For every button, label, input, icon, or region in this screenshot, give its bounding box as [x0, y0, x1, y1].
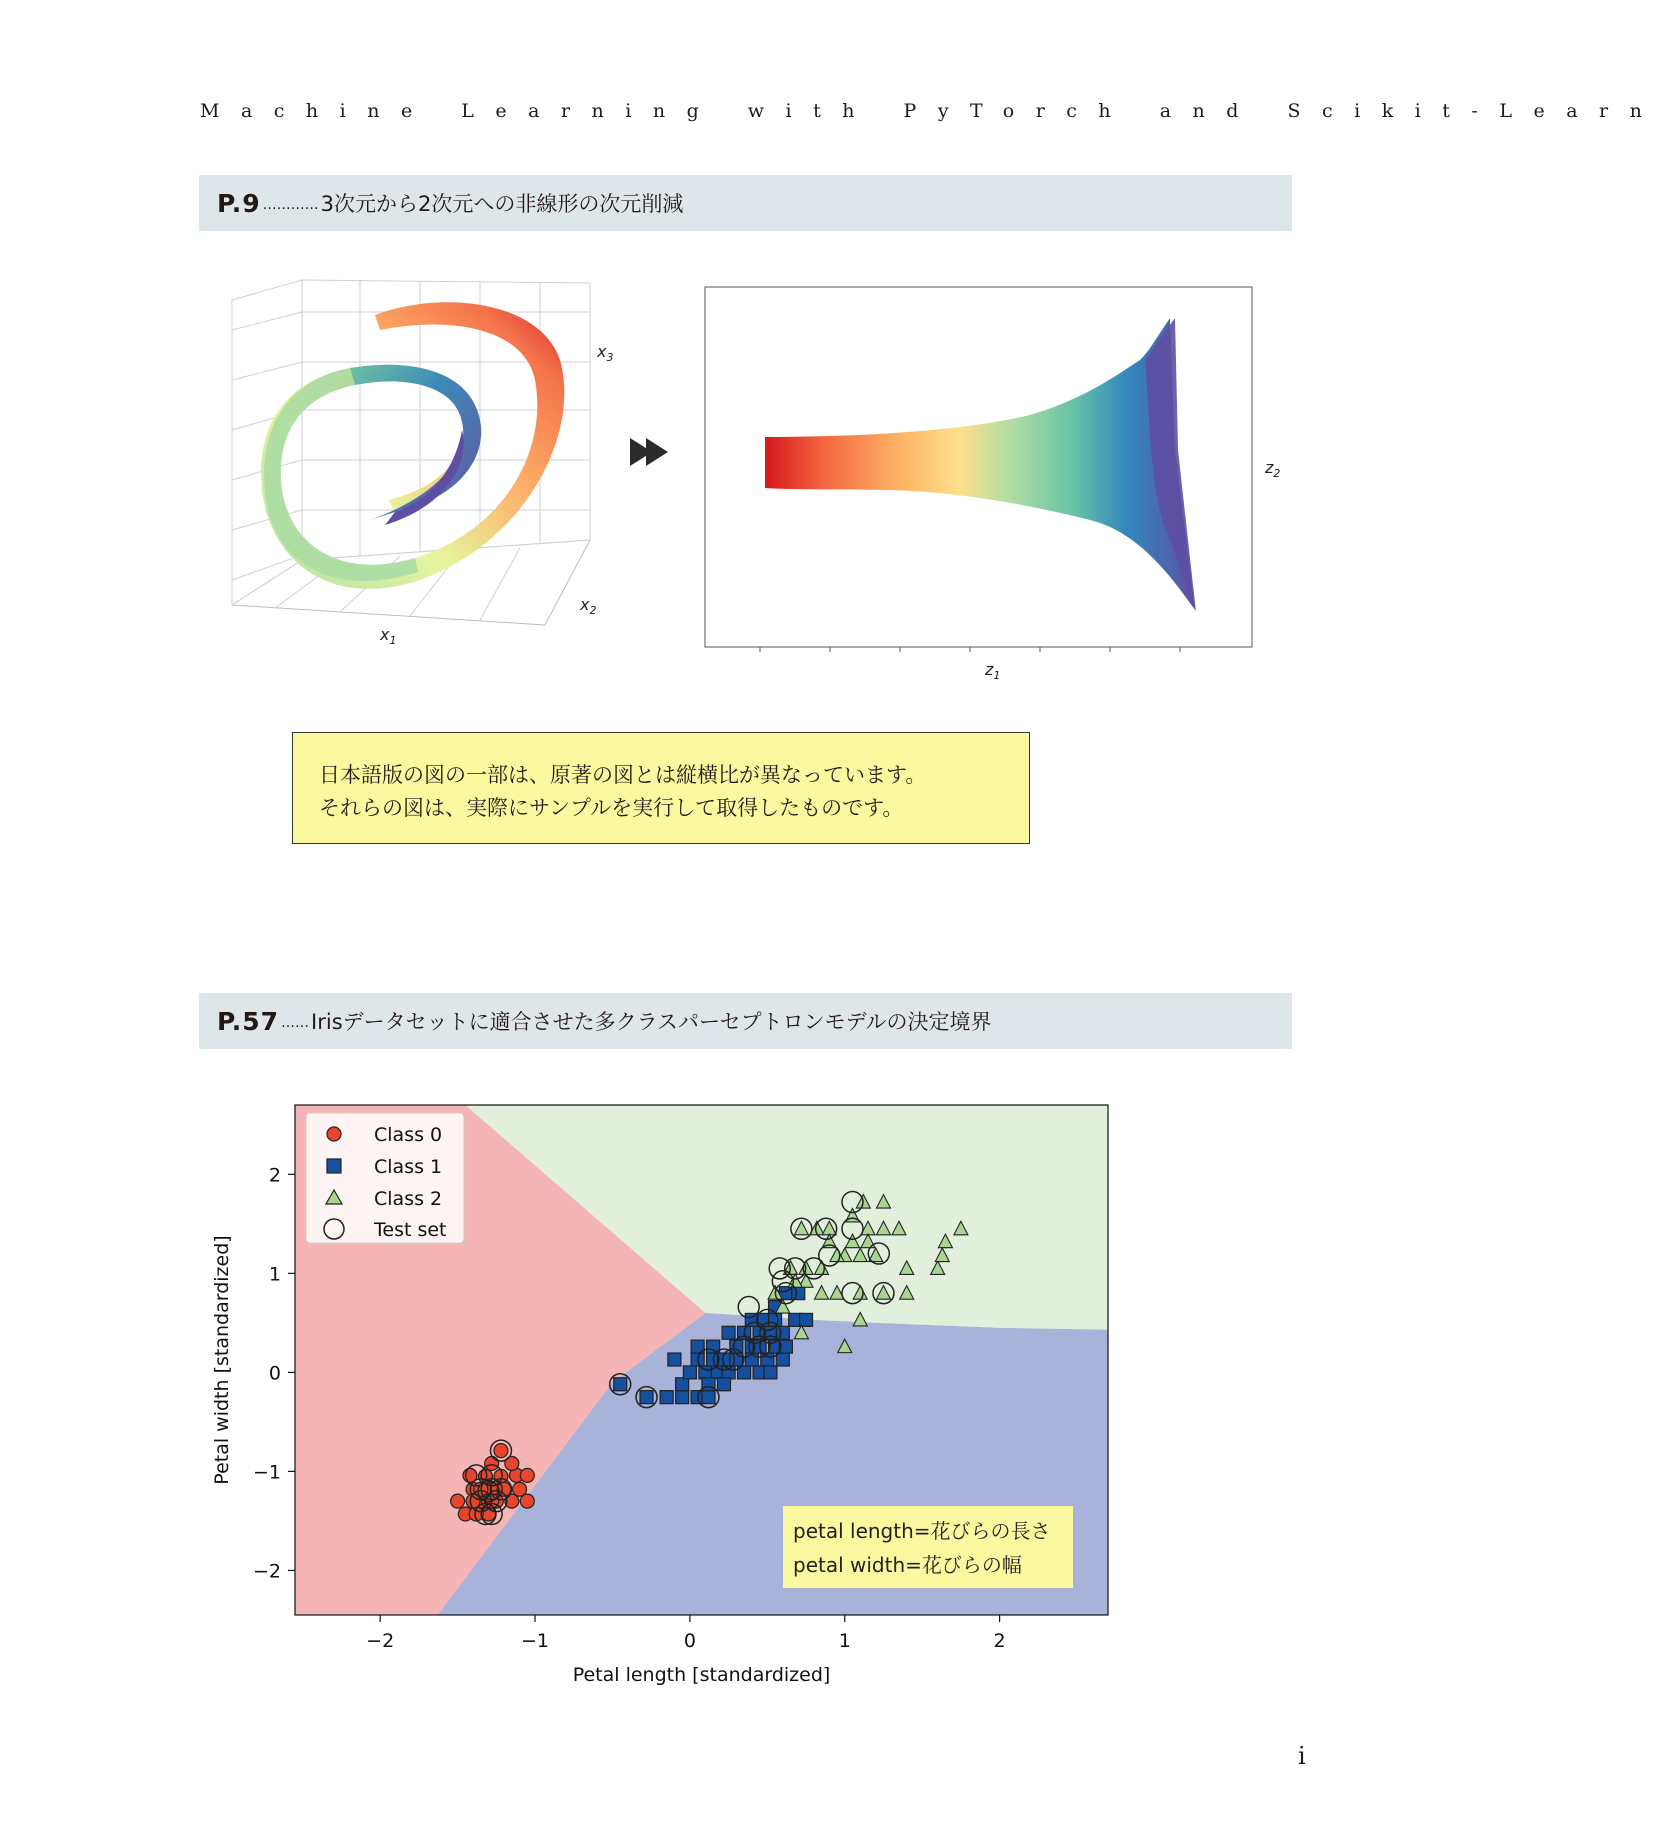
class1-point: [660, 1391, 673, 1404]
y-tick-label: −1: [252, 1461, 281, 1484]
class1-point: [776, 1353, 789, 1366]
class0-point: [513, 1482, 527, 1496]
legend-class1-marker: [327, 1159, 341, 1173]
page-number: i: [1298, 1742, 1306, 1770]
legend-class1-label: Class 1: [374, 1156, 443, 1178]
note-line-2: それらの図は、実際にサンプルを実行して取得したものです。: [319, 796, 904, 820]
class1-point: [722, 1366, 735, 1379]
running-title: Machine Learning with PyTorch and Scikit-Learn: [200, 100, 1663, 122]
y-tick-label: 0: [268, 1362, 281, 1385]
section-title: Irisデータセットに適合させた多クラスパーセプトロンモデルの決定境界: [311, 1010, 992, 1034]
legend-class0-label: Class 0: [374, 1124, 443, 1146]
class1-point: [776, 1326, 789, 1339]
x-tick-label: 1: [838, 1630, 851, 1652]
chart-annotation: [783, 1506, 1073, 1588]
section-title: 3次元から2次元への非線形の次元削減: [320, 192, 684, 216]
y-tick-label: 1: [268, 1263, 281, 1286]
z1-label: $z_1$: [985, 660, 1001, 682]
class1-point: [683, 1366, 696, 1379]
class1-point: [676, 1378, 689, 1391]
class0-point: [451, 1494, 465, 1508]
annotation-line-2: petal width=花びらの幅: [793, 1553, 1022, 1577]
class1-point: [745, 1353, 758, 1366]
class1-point: [792, 1287, 805, 1300]
z2-label: $z_2$: [1265, 458, 1281, 480]
y-axis-label: Petal width [standardized]: [211, 1235, 233, 1485]
class1-point: [717, 1378, 730, 1391]
x3-label: $x_3$: [597, 342, 614, 364]
class1-point: [730, 1340, 743, 1353]
class1-point: [640, 1391, 653, 1404]
class1-point: [702, 1391, 715, 1404]
class0-point: [485, 1456, 499, 1470]
class0-point: [520, 1468, 534, 1482]
x2-label: $x_2$: [580, 595, 597, 617]
legend: [306, 1113, 464, 1243]
class1-point: [668, 1353, 681, 1366]
section-code: P.9: [217, 188, 261, 218]
legend-testset-label: Test set: [374, 1219, 447, 1241]
class1-point: [730, 1353, 743, 1366]
y-tick-label: 2: [268, 1164, 281, 1187]
class1-point: [702, 1378, 715, 1391]
legend-class2-label: Class 2: [374, 1188, 443, 1210]
annotation-line-1: petal length=花びらの長さ: [793, 1519, 1051, 1543]
class1-point: [699, 1366, 712, 1379]
legend-class0-marker: [327, 1127, 341, 1141]
section-code: P.57: [217, 1006, 280, 1036]
section-leader-dots: …………: [262, 197, 319, 213]
x-axis-label: Petal length [standardized]: [572, 1664, 831, 1686]
x-tick-label: −1: [521, 1630, 550, 1652]
class1-point: [722, 1326, 735, 1339]
class0-point: [494, 1444, 508, 1458]
class1-point: [614, 1378, 627, 1391]
class1-point: [676, 1391, 689, 1404]
x-tick-label: 2: [993, 1630, 1006, 1652]
class1-point: [764, 1366, 777, 1379]
note-line-1: 日本語版の図の一部は、原著の図とは縦横比が異なっています。: [319, 763, 927, 787]
class1-point: [769, 1313, 782, 1326]
x-tick-label: 0: [683, 1630, 696, 1652]
class1-point: [761, 1353, 774, 1366]
x1-label: $x_1$: [380, 625, 397, 647]
x-tick-label: −2: [366, 1630, 395, 1652]
section-leader-dots: ……: [281, 1015, 310, 1031]
y-tick-label: −2: [252, 1560, 281, 1583]
